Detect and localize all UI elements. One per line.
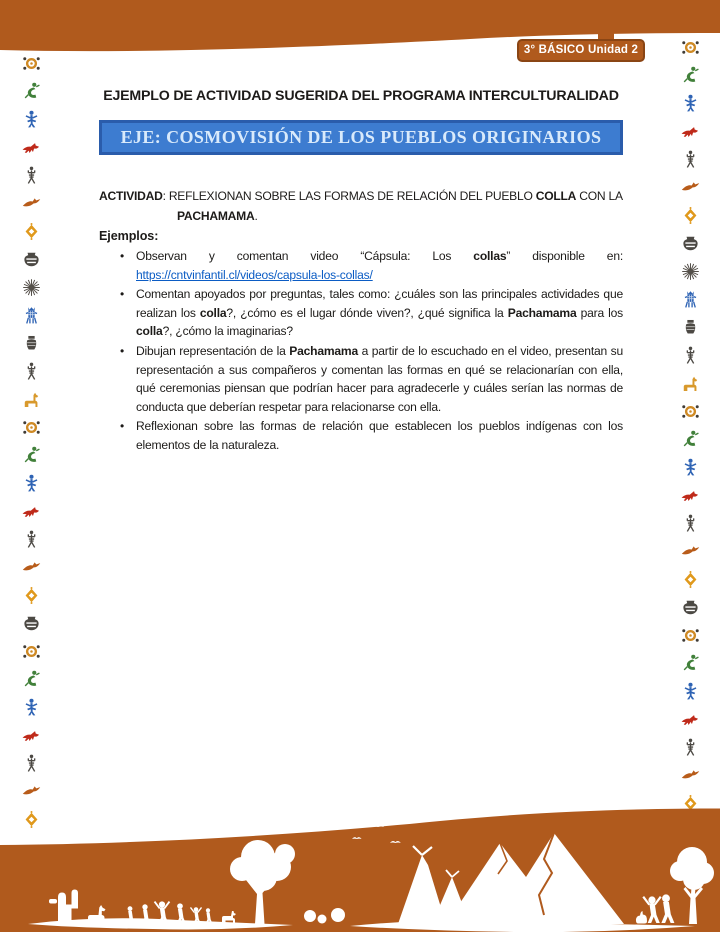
condor-bird-icon xyxy=(681,542,700,561)
bullet-marker: • xyxy=(120,343,125,358)
unit-badge: 3° BÁSICO Unidad 2 xyxy=(517,39,645,62)
sun-symbol-icon xyxy=(681,402,700,421)
text-segment: a partir de lo escuchado en el video, presentan su representación a sus compañeros y comentan las formas en qué se relacionarían con ella, qué ceremonias piensan que podrían hacer para agradecerle y cuáles serían las normas de conducta que deberían respetar para relacionarse con ella. xyxy=(136,343,623,414)
sun-symbol-icon xyxy=(22,54,41,73)
dancer-figure-icon xyxy=(681,66,700,85)
bullet-text xyxy=(136,285,623,341)
diamond-flower-icon xyxy=(681,570,700,589)
example-bullet-item xyxy=(120,247,623,284)
dancer-figure-icon xyxy=(22,670,41,689)
text-segment: PACHAMAMA xyxy=(177,208,255,223)
person-petroglyph-icon xyxy=(681,346,700,365)
page-title: EJEMPLO DE ACTIVIDAD SUGERIDA DEL PROGRAMA INTERCULTURALIDAD xyxy=(103,88,619,104)
sun-symbol-icon xyxy=(681,626,700,645)
condor-bird-icon xyxy=(681,766,700,785)
ceramic-pot-icon xyxy=(22,614,41,633)
anthropomorph-figure-icon xyxy=(22,474,41,493)
fox-icon xyxy=(681,122,700,141)
condor-bird-icon xyxy=(22,194,41,213)
example-bullet-item xyxy=(120,417,623,454)
text-segment: Comentan apoyados por preguntas, tales como: ¿cuáles son las principales actividades que realizan los xyxy=(136,287,623,320)
bullet-marker: • xyxy=(120,287,125,302)
person-petroglyph-icon xyxy=(681,738,700,757)
footer-illustration xyxy=(0,807,720,932)
text-segment: ACTIVIDAD xyxy=(99,189,163,203)
vessel-jar-icon xyxy=(22,334,41,353)
examples-heading: Ejemplos: xyxy=(99,229,159,243)
dancer-figure-icon xyxy=(681,430,700,449)
margin-icon-column-right xyxy=(681,38,700,813)
bullet-marker: • xyxy=(120,249,125,263)
text-segment: Observan y comentan video “Cápsula: Los xyxy=(136,249,474,263)
bullet-marker: • xyxy=(120,419,125,434)
crowned-figure-icon xyxy=(681,290,700,309)
fox-icon xyxy=(22,138,41,157)
dancer-figure-icon xyxy=(22,82,41,101)
anthropomorph-figure-icon xyxy=(681,682,700,701)
diamond-flower-icon xyxy=(681,206,700,225)
text-segment: Pachamama xyxy=(507,305,577,320)
person-petroglyph-icon xyxy=(22,166,41,185)
text-segment: : REFLEXIONAN SOBRE LAS FORMAS DE RELACIÓN DEL PUEBLO xyxy=(162,189,536,203)
eje-banner-label: EJE: COSMOVISIÓN DE LOS PUEBLOS ORIGINARIOS xyxy=(120,127,602,147)
ceramic-pot-icon xyxy=(681,234,700,253)
text-segment: ?, ¿cómo la imaginarias? xyxy=(162,324,293,339)
anthropomorph-figure-icon xyxy=(681,94,700,113)
text-segment: Reflexionan sobre las formas de relación que establecen los pueblos indígenas con los elementos de la naturaleza. xyxy=(136,419,623,452)
text-segment: collas xyxy=(473,249,507,263)
text-segment: CON LA xyxy=(576,189,623,203)
diamond-flower-icon xyxy=(22,222,41,241)
person-petroglyph-icon xyxy=(22,530,41,549)
fox-icon xyxy=(22,502,41,521)
text-segment: para los xyxy=(576,305,623,320)
text-segment: Dibujan representación de la xyxy=(136,343,290,358)
eje-banner xyxy=(99,120,623,155)
ceramic-pot-icon xyxy=(681,598,700,617)
condor-bird-icon xyxy=(681,178,700,197)
person-petroglyph-icon xyxy=(681,514,700,533)
fox-icon xyxy=(681,710,700,729)
llama-icon xyxy=(681,374,700,393)
video-link[interactable]: https://cntvinfantil.cl/videos/capsula-los-collas/ xyxy=(136,267,373,282)
margin-icon-column-left xyxy=(22,54,41,829)
text-segment: ” disponible en: xyxy=(506,249,624,263)
starburst-icon xyxy=(681,262,700,281)
sun-symbol-icon xyxy=(22,642,41,661)
text-segment: Pachamama xyxy=(289,343,359,358)
starburst-icon xyxy=(22,278,41,297)
fox-icon xyxy=(681,486,700,505)
sun-symbol-icon xyxy=(22,418,41,437)
example-bullet-item xyxy=(120,285,623,341)
crowned-figure-icon xyxy=(22,306,41,325)
anthropomorph-figure-icon xyxy=(22,698,41,717)
anthropomorph-figure-icon xyxy=(681,458,700,477)
condor-bird-icon xyxy=(22,782,41,801)
condor-bird-icon xyxy=(22,558,41,577)
fox-icon xyxy=(22,726,41,745)
person-petroglyph-icon xyxy=(681,150,700,169)
llama-icon xyxy=(22,390,41,409)
examples-list xyxy=(120,247,623,456)
text-segment: COLLA xyxy=(535,189,577,203)
text-segment: colla xyxy=(199,305,227,320)
vessel-jar-icon xyxy=(681,318,700,337)
ceramic-pot-icon xyxy=(22,250,41,269)
bullet-text xyxy=(136,247,623,284)
person-petroglyph-icon xyxy=(22,754,41,773)
bullet-text xyxy=(136,342,623,416)
text-segment: colla xyxy=(136,324,163,339)
anthropomorph-figure-icon xyxy=(22,110,41,129)
diamond-flower-icon xyxy=(22,586,41,605)
text-segment: . xyxy=(254,208,258,223)
activity-statement xyxy=(99,187,625,226)
dancer-figure-icon xyxy=(22,446,41,465)
bullet-text xyxy=(136,417,623,454)
person-petroglyph-icon xyxy=(22,362,41,381)
dancer-figure-icon xyxy=(681,654,700,673)
example-bullet-item xyxy=(120,342,623,416)
sun-symbol-icon xyxy=(681,38,700,57)
text-segment: ?, ¿cómo es el lugar dónde viven?, ¿qué significa la xyxy=(226,305,508,320)
